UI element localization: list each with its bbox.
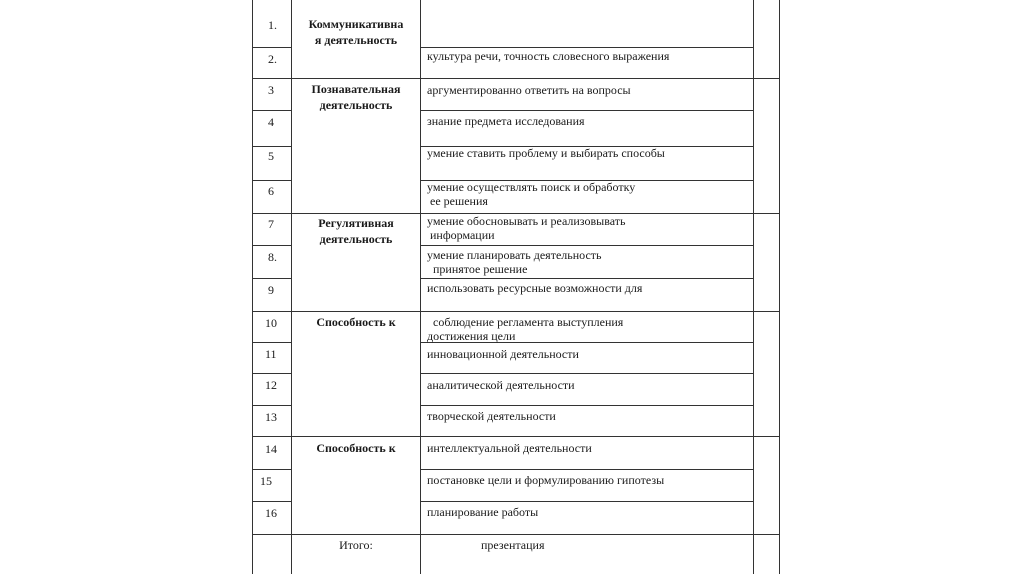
row-number: 14 [265, 442, 277, 456]
row-number: 1. [268, 18, 277, 32]
row-number: 13 [265, 410, 277, 424]
column-divider [753, 0, 754, 574]
criterion-text: соблюдение регламента выступления [427, 315, 624, 329]
row-number: 9 [268, 283, 274, 297]
criterion-text: знание предмета исследования [427, 114, 585, 128]
column-divider [420, 0, 421, 574]
criterion-text: использовать ресурсные возможности для достижения цели [427, 281, 643, 343]
criterion-text: умение осуществлять поиск и обработку информации [427, 180, 636, 242]
row-divider [252, 373, 292, 374]
criterion-text: умение планировать деятельность [427, 248, 602, 262]
criterion-text: постановке цели и формулированию гипотезы [427, 473, 665, 487]
row-divider [252, 146, 292, 147]
criterion-text: презентация [481, 538, 545, 552]
row-divider [252, 501, 292, 502]
row-number: 12 [265, 378, 277, 392]
criterion-text: умение обосновывать и реализовывать принятое решение [427, 214, 626, 276]
row-number: 7 [268, 217, 274, 231]
criterion-text: аналитической деятельности [427, 378, 575, 392]
category-regulative: Регулятивная деятельность [318, 216, 394, 246]
criterion-text: умение ставить проблему и выбирать способы ее решения [427, 146, 665, 208]
criterion-text: инновационной деятельности [427, 347, 579, 361]
row-divider [252, 47, 292, 48]
row-number: 16 [265, 506, 277, 520]
row-divider [252, 245, 292, 246]
category-communicative: Коммуникативна я деятельность [308, 17, 404, 47]
row-divider [252, 180, 292, 181]
criterion-text: интеллектуальной деятельности [427, 441, 592, 455]
table-border-left [252, 0, 253, 574]
total-label: Итого: [339, 538, 373, 552]
row-number: 4 [268, 115, 274, 129]
row-number: 6 [268, 184, 274, 198]
row-number: 8. [268, 250, 277, 264]
row-divider [252, 278, 292, 279]
row-divider [252, 342, 292, 343]
category-cognitive: Познавательная деятельность [311, 82, 401, 112]
category-ability-2: Способность к [316, 441, 396, 455]
row-divider [252, 110, 292, 111]
category-ability-1: Способность к [316, 315, 396, 329]
row-divider [252, 469, 292, 470]
row-number: 11 [265, 347, 277, 361]
criterion-text: творческой деятельности [427, 409, 556, 423]
row-number: 5 [268, 149, 274, 163]
row-number: 2. [268, 52, 277, 66]
table-border-right [779, 0, 780, 574]
row-number: 3 [268, 83, 274, 97]
row-divider [252, 405, 292, 406]
criterion-text: культура речи, точность словесного выражения [427, 49, 670, 63]
criterion-text: планирование работы [427, 505, 539, 519]
row-number: 10 [265, 316, 277, 330]
row-number: 15 [260, 474, 272, 488]
criterion-text: аргументированно ответить на вопросы [427, 83, 631, 97]
